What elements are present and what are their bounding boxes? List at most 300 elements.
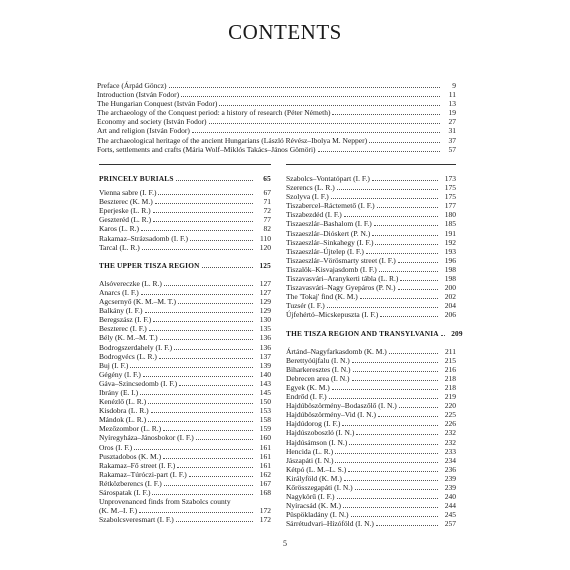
- entry-title: Anarcs (I. F.): [99, 287, 139, 297]
- dot-leader: [398, 289, 439, 290]
- entry-title: Biharkeresztes (I. N.): [286, 364, 351, 374]
- section-heading: [286, 328, 463, 338]
- page-ref: 196: [444, 255, 456, 265]
- toc-entry: [99, 188, 271, 197]
- page-ref: 136: [259, 333, 271, 343]
- toc-entry: [97, 99, 456, 108]
- entry-title: Szabolcsveresmart (I. F.): [99, 515, 174, 525]
- page-ref: 139: [259, 360, 271, 370]
- page-title: CONTENTS: [228, 20, 342, 44]
- dot-leader: [202, 267, 253, 268]
- dot-leader: [352, 380, 439, 381]
- dot-leader: [372, 180, 438, 181]
- entry-title: Endrőd (I. F.): [286, 392, 327, 402]
- section-heading: [99, 261, 271, 270]
- page-ref: 158: [259, 415, 271, 425]
- entry-title: Tuzsér (I. F.): [286, 301, 325, 311]
- page-ref: 240: [444, 492, 456, 502]
- entry-title: THE UPPER TISZA REGION: [99, 260, 200, 270]
- entry-title: Bodrogvécs (L. R.): [99, 351, 157, 361]
- dot-leader: [318, 151, 440, 152]
- toc-entry: [286, 447, 456, 456]
- entry-title: Tiszaeszlár–Sinkahegy (I. F.): [286, 237, 374, 247]
- divider-rule-left: [99, 164, 271, 165]
- entry-title: Kenézlő (L. R.): [99, 397, 147, 407]
- entry-title: Hajdúszoboszló (I. N.): [286, 428, 355, 438]
- toc-entry: [99, 424, 271, 433]
- entry-title: Sárospatak (I. F.): [99, 488, 151, 497]
- entry-title: Nagykörű (I. F.): [286, 492, 335, 502]
- dot-leader: [400, 280, 438, 281]
- page-ref: 209: [451, 328, 463, 338]
- toc-entry: [99, 379, 271, 388]
- entry-title: Forts, settlements and crafts (Mária Wolf–Miklós Takács–János Gömöri): [97, 144, 316, 154]
- page-ref: 220: [444, 401, 456, 411]
- dot-leader: [155, 203, 253, 204]
- page-ref: 232: [444, 428, 456, 438]
- entry-title: Debrecen area (I. N.): [286, 373, 350, 383]
- toc-entry: [99, 415, 271, 424]
- entry-title: Tiszavasvári–Aranykerti tábla (L. R.): [286, 274, 399, 284]
- dot-leader: [174, 349, 253, 350]
- spacer: [99, 270, 271, 279]
- page-ref: 67: [263, 188, 271, 198]
- dot-leader: [134, 449, 253, 450]
- entry-title: PRINCELY BURIALS: [99, 174, 174, 183]
- entry-title: Rétközberencs (I. F.): [99, 478, 162, 488]
- entry-title: Gégény (I. F.): [99, 369, 141, 379]
- page-ref: 137: [259, 351, 271, 361]
- toc-entry: [97, 90, 456, 99]
- dot-leader: [374, 225, 438, 226]
- toc-entry: [286, 401, 456, 410]
- toc-entry: [99, 215, 271, 224]
- entry-title: Bodrogszerdahely (I. F.): [99, 342, 173, 352]
- toc-entry: [99, 343, 271, 352]
- dot-leader: [209, 123, 440, 124]
- entry-title: Tiszabercel–Ráctemető (I. F.): [286, 201, 375, 211]
- dot-leader: [143, 376, 253, 377]
- page-ref: 65: [263, 174, 271, 183]
- page-ref: 173: [444, 174, 456, 183]
- page-ref: 159: [259, 424, 271, 434]
- toc-entry: [99, 452, 271, 461]
- dot-leader: [353, 371, 438, 372]
- entry-title: Rakamaz–Fő street (I. F.): [99, 460, 176, 470]
- page-ref: 191: [444, 228, 456, 238]
- toc-entry: [286, 174, 456, 183]
- dot-leader: [164, 485, 253, 486]
- page-ref: 161: [259, 442, 271, 452]
- dot-leader: [151, 412, 253, 413]
- page-ref: 218: [444, 382, 456, 392]
- page-ref: 215: [444, 355, 456, 365]
- toc-entry: [99, 333, 271, 342]
- page-ref: 206: [444, 310, 456, 320]
- toc-entry: [99, 433, 271, 442]
- toc-entry: [97, 126, 456, 135]
- dot-leader: [331, 198, 438, 199]
- dot-leader: [148, 421, 253, 422]
- page-ref: 127: [259, 278, 271, 288]
- toc-entry: [99, 497, 271, 506]
- dot-leader: [335, 462, 438, 463]
- entry-title: Agcsernyő (K. M.–M. T.): [99, 297, 177, 307]
- page-ref: 234: [444, 455, 456, 465]
- entry-title: Hajdúsámson (I. N.): [286, 437, 348, 447]
- dot-leader: [366, 253, 438, 254]
- dot-leader: [377, 207, 438, 208]
- toc-entry: [286, 247, 456, 256]
- dot-leader: [337, 189, 438, 190]
- dot-leader: [153, 321, 253, 322]
- dot-leader: [159, 358, 253, 359]
- toc-entry: [99, 461, 271, 470]
- page-ref: 177: [444, 201, 456, 211]
- entry-title: Bély (K. M.–M. T.): [99, 333, 158, 343]
- page-ref: 198: [444, 264, 456, 274]
- dot-leader: [352, 362, 438, 363]
- dot-leader: [356, 434, 438, 435]
- toc-entry: [286, 210, 456, 219]
- entry-title: (K. M.–I. F.): [99, 506, 138, 516]
- dot-leader: [179, 385, 253, 386]
- intro-contents: [97, 81, 456, 154]
- page-ref: 110: [260, 233, 271, 243]
- entry-title: Tiszaeszlár–Dióskert (P. N.): [286, 228, 371, 238]
- toc-entry: [99, 206, 271, 215]
- entry-title: Beregszász (I. F.): [99, 315, 152, 325]
- toc-entry: [286, 310, 456, 319]
- page-ref: 125: [259, 260, 271, 270]
- toc-entry: [286, 492, 456, 501]
- toc-entry: [99, 397, 271, 406]
- page-ref: 236: [444, 464, 456, 474]
- page-ref: 27: [448, 117, 456, 127]
- dot-leader: [196, 439, 253, 440]
- toc-entry: [286, 256, 456, 265]
- entry-title: THE TISZA REGION AND TRANSYLVANIA: [286, 328, 439, 338]
- toc-entry: [99, 361, 271, 370]
- entry-title: Karos (L. R.): [99, 224, 139, 234]
- entry-title: Economy and society (István Fodor): [97, 117, 207, 127]
- page-ref: 168: [259, 488, 271, 497]
- toc-entry: [99, 488, 271, 497]
- entry-title: Introduction (István Fodor): [97, 90, 180, 100]
- dot-leader: [332, 114, 440, 115]
- dot-leader: [177, 467, 253, 468]
- dot-leader: [399, 407, 438, 408]
- toc-entry: [99, 306, 271, 315]
- toc-entry: [99, 388, 271, 397]
- dot-leader: [398, 262, 438, 263]
- toc-entry: [286, 292, 456, 301]
- dot-leader: [141, 230, 253, 231]
- entry-title: Mándok (L. R.): [99, 415, 147, 425]
- dot-leader: [153, 212, 253, 213]
- dot-leader: [348, 471, 438, 472]
- toc-entry: [286, 347, 456, 356]
- toc-entry: [286, 356, 456, 365]
- dot-leader: [369, 142, 440, 143]
- page-ref: 143: [259, 378, 271, 388]
- page-ref: 13: [448, 99, 456, 109]
- page-ref: 72: [263, 206, 271, 216]
- toc-entry: [286, 274, 456, 283]
- entry-title: Tarcal (L. R.): [99, 242, 140, 252]
- toc-entry: [286, 474, 456, 483]
- toc-entry: [286, 501, 456, 510]
- dot-leader: [360, 298, 438, 299]
- entry-title: Geszteréd (L. R.): [99, 215, 152, 225]
- page-ref: 161: [259, 451, 271, 461]
- entry-title: Rakamaz–Túróczi-part (I. F.): [99, 469, 187, 479]
- dot-leader: [190, 240, 253, 241]
- page-ref: 77: [263, 215, 271, 225]
- spacer: [286, 320, 456, 329]
- toc-entry: [286, 365, 456, 374]
- entry-title: Püspökladány (I. N.): [286, 510, 349, 520]
- entry-title: Szolyva (I. F.): [286, 192, 329, 202]
- toc-entry: [99, 234, 271, 243]
- spacer: [99, 252, 271, 261]
- entry-title: Rakamaz–Strázsadomb (I. F.): [99, 233, 188, 243]
- page-ref: 129: [259, 306, 271, 316]
- dot-leader: [142, 249, 253, 250]
- page-ref: 175: [444, 192, 456, 202]
- page-ref: 167: [259, 478, 271, 488]
- toc-entry: [286, 229, 456, 238]
- dot-leader: [164, 285, 253, 286]
- page-ref: 211: [445, 346, 456, 356]
- page-ref: 9: [452, 81, 456, 90]
- page-ref: 245: [444, 510, 456, 520]
- dot-leader: [379, 271, 438, 272]
- dot-leader: [375, 244, 438, 245]
- page-ref: 135: [259, 324, 271, 334]
- entry-title: The 'Tokaj' find (K. M.): [286, 292, 358, 302]
- entry-title: Tiszaeszlár–Bashalom (I. F.): [286, 219, 372, 229]
- dot-leader: [380, 316, 438, 317]
- entry-title: Ibrány (E. I.): [99, 387, 139, 397]
- entry-title: Kétpó (L. M.–L. S.): [286, 464, 347, 474]
- toc-entry: [286, 428, 456, 437]
- entry-title: Hencida (L. R.): [286, 446, 334, 456]
- entry-title: Vienna sabre (I. F.): [99, 188, 157, 198]
- entry-title: Szerencs (L. R.): [286, 183, 335, 193]
- divider-rule-right: [286, 164, 456, 165]
- toc-entry: [286, 456, 456, 465]
- entry-title: The archaeological heritage of the ancient Hungarians (László Révész–Ibolya M. Nepper): [97, 135, 368, 145]
- entry-title: Tiszavasvári–Nagy Gyepáros (P. N.): [286, 283, 396, 293]
- toc-entry: [286, 392, 456, 401]
- toc-entry: [99, 243, 271, 252]
- dot-leader: [158, 194, 253, 195]
- toc-entry: [99, 506, 271, 515]
- dot-leader: [335, 453, 438, 454]
- toc-entry: [99, 470, 271, 479]
- entry-title: Jászapáti (I. N.): [286, 455, 334, 465]
- entry-title: Hajdúdorog (I. F.): [286, 419, 341, 429]
- dot-leader: [441, 335, 445, 336]
- entry-title: Balkány (I. F.): [99, 306, 143, 316]
- entry-title: Tiszalök–Kisvajasdomb (I. F.): [286, 264, 377, 274]
- entry-title: Tiszaeszlár–Vörösmarty street (I. F.): [286, 255, 396, 265]
- entry-title: Alsóvereczke (L. R.): [99, 278, 162, 288]
- page-ref: 150: [259, 397, 271, 407]
- toc-entry: [97, 108, 456, 117]
- page-ref: 71: [263, 197, 271, 207]
- toc-entry: [99, 443, 271, 452]
- toc-entry: [286, 238, 456, 247]
- page-number: 5: [283, 539, 287, 548]
- toc-entry: [286, 192, 456, 201]
- dot-leader: [219, 105, 440, 106]
- entry-title: Buj (I. F.): [99, 360, 129, 370]
- dot-leader: [145, 312, 253, 313]
- entry-title: Nyíregyháza–Jánosbokor (I. F.): [99, 433, 194, 443]
- entry-title: Pusztadobos (K. M.): [99, 451, 162, 461]
- dot-leader: [342, 425, 438, 426]
- toc-entry: [286, 483, 456, 492]
- page-ref: 239: [444, 483, 456, 492]
- dot-leader: [327, 307, 438, 308]
- page-ref: 162: [259, 469, 271, 479]
- dot-leader: [148, 403, 253, 404]
- toc-entry: [99, 324, 271, 333]
- page-ref: 193: [444, 246, 456, 256]
- page-ref: 185: [444, 219, 456, 229]
- page-ref: 161: [259, 460, 271, 470]
- entry-title: Szabolcs–Vontatópart (I. F.): [286, 174, 370, 183]
- page-ref: 257: [444, 519, 456, 529]
- dot-leader: [176, 521, 253, 522]
- entry-title: Kőrösszegapáti (I. N.): [286, 483, 353, 492]
- dot-leader: [152, 494, 253, 495]
- entry-title: Tiszaeszlár–Újtelep (I. F.): [286, 246, 364, 256]
- entry-title: Kisdobra (L. R.): [99, 406, 149, 416]
- dot-leader: [149, 330, 253, 331]
- dot-leader: [163, 458, 253, 459]
- toc-entry: [286, 265, 456, 274]
- entry-title: Oros (I. F.): [99, 442, 133, 452]
- page-ref: 202: [444, 292, 456, 302]
- dot-leader: [349, 444, 438, 445]
- page-ref: 136: [259, 342, 271, 352]
- entry-title: Beszterec (I. F.): [99, 324, 147, 334]
- page-ref: 19: [448, 108, 456, 118]
- toc-entry: [97, 117, 456, 126]
- page-ref: 218: [444, 373, 456, 383]
- section-heading: [99, 174, 271, 183]
- page-ref: 140: [259, 369, 271, 379]
- toc-entry: [99, 297, 271, 306]
- dot-leader: [355, 489, 438, 490]
- entry-title: Egyek (K. M.): [286, 382, 330, 392]
- page-ref: 232: [444, 437, 456, 447]
- toc-entry: [99, 352, 271, 361]
- page-ref: 130: [259, 315, 271, 325]
- page-ref: 233: [444, 446, 456, 456]
- toc-entry: [286, 438, 456, 447]
- page-ref: 172: [259, 506, 271, 516]
- dot-leader: [140, 394, 253, 395]
- entry-title: Beszterec (K. M.): [99, 197, 153, 207]
- entry-title: Tiszabezdéd (I. F.): [286, 210, 342, 220]
- page-ref: 226: [444, 419, 456, 429]
- entry-title: Királyföld (K. M.): [286, 473, 342, 483]
- dot-leader: [160, 339, 253, 340]
- page-ref: 129: [259, 297, 271, 307]
- dot-leader: [332, 389, 438, 390]
- page-ref: 160: [259, 433, 271, 443]
- dot-leader: [176, 180, 253, 181]
- toc-entry: [286, 283, 456, 292]
- dot-leader: [329, 398, 438, 399]
- dot-leader: [344, 216, 438, 217]
- entry-title: Preface (Árpád Göncz): [97, 81, 167, 90]
- dot-leader: [389, 353, 438, 354]
- page-ref: 153: [259, 406, 271, 416]
- toc-entry: [286, 410, 456, 419]
- page-ref: 145: [259, 387, 271, 397]
- entry-title: Sárrétudvari–Hízóföld (I. N.): [286, 519, 374, 529]
- dot-leader: [141, 294, 253, 295]
- entry-title: The Hungarian Conquest (István Fodor): [97, 99, 218, 109]
- toc-entry: [99, 515, 271, 524]
- toc-entry: [99, 406, 271, 415]
- page-ref: 175: [444, 183, 456, 193]
- toc-entry: [286, 219, 456, 228]
- dot-leader: [130, 367, 253, 368]
- dot-leader: [372, 235, 438, 236]
- entry-title: Eperjeske (L. R.): [99, 206, 151, 216]
- entry-title: Gáva–Szincsedomb (I. F.): [99, 378, 178, 388]
- page-ref: 198: [444, 274, 456, 284]
- spacer: [286, 338, 456, 347]
- page-ref: 219: [444, 392, 456, 402]
- dot-leader: [153, 221, 253, 222]
- toc-entry: [99, 370, 271, 379]
- toc-entry: [97, 136, 456, 145]
- page-ref: 31: [448, 126, 456, 136]
- dot-leader: [139, 512, 253, 513]
- toc-entry: [286, 519, 456, 528]
- dot-leader: [169, 87, 440, 88]
- toc-entry: [286, 510, 456, 519]
- page-ref: 120: [259, 242, 271, 252]
- entry-title: The archaeology of the Conquest period: a history of research (Péter Németh): [97, 108, 331, 118]
- dot-leader: [378, 416, 438, 417]
- page-ref: 11: [448, 90, 456, 100]
- entry-title: Berettyóújfalu (I. N.): [286, 355, 350, 365]
- page-ref: 180: [444, 210, 456, 220]
- toc-entry: [286, 383, 456, 392]
- dot-leader: [181, 96, 440, 97]
- page-ref: 57: [448, 144, 456, 154]
- entry-title: Mezőzombor (L. R.): [99, 424, 162, 434]
- entry-title: Art and religion (István Fodor): [97, 126, 190, 136]
- page-ref: 204: [444, 301, 456, 311]
- page-ref: 244: [444, 501, 456, 511]
- entry-title: Újfehértó–Micskepuszta (I. F.): [286, 310, 379, 320]
- toc-entry: [286, 374, 456, 383]
- page-ref: 127: [259, 287, 271, 297]
- toc-entry: [286, 419, 456, 428]
- toc-entry: [99, 224, 271, 233]
- toc-entry: [97, 145, 456, 154]
- entry-title: Hajdúböszörmény–Vid (I. N.): [286, 410, 376, 420]
